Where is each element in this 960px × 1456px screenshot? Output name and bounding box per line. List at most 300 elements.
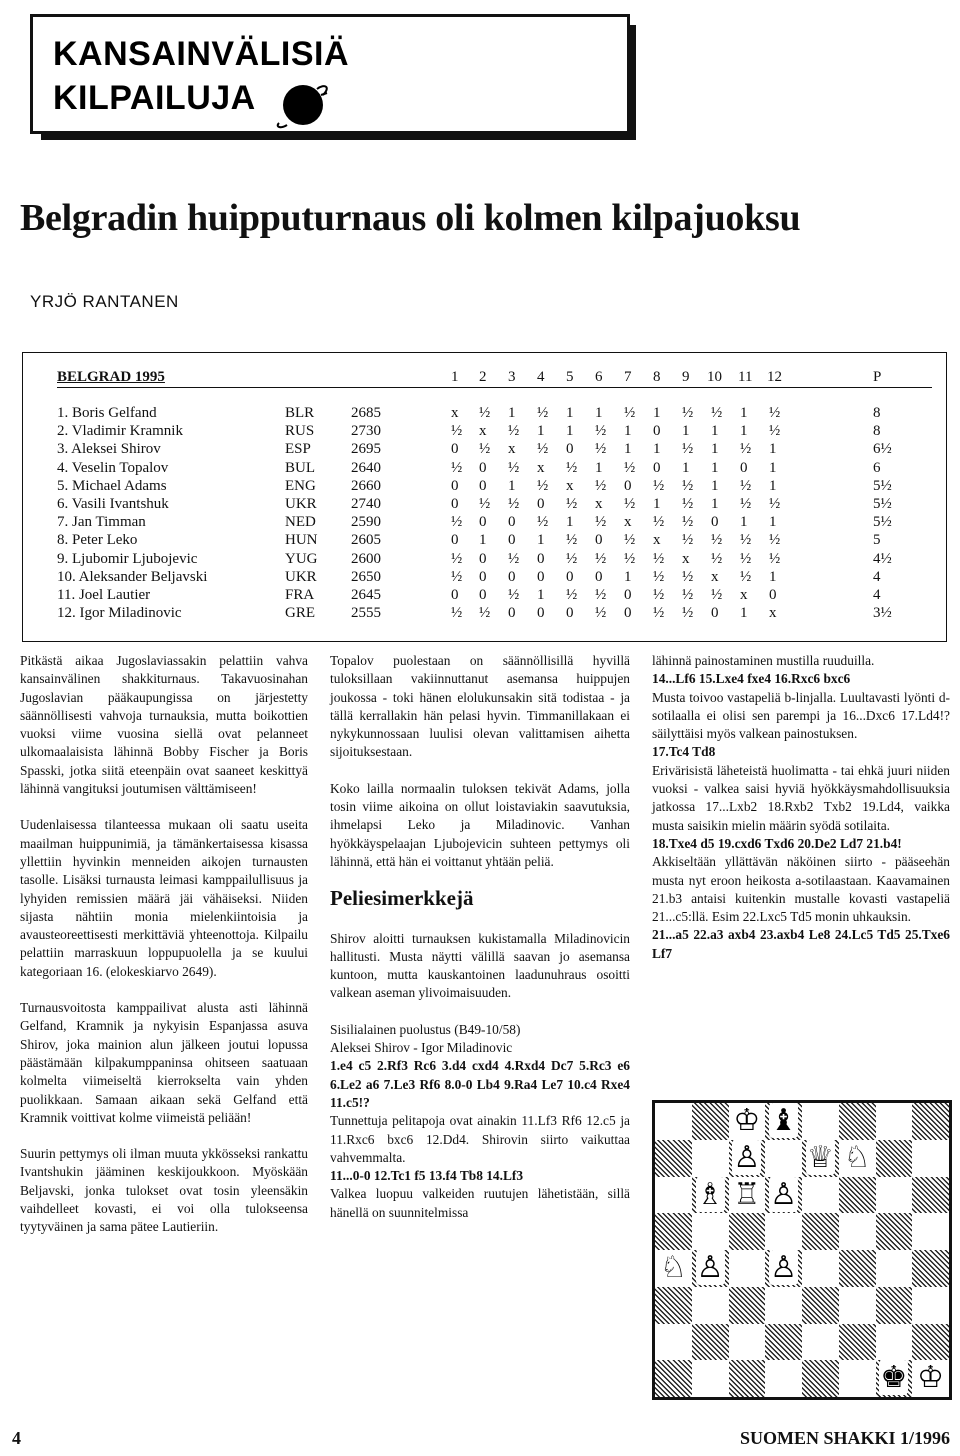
board-square: [839, 1177, 876, 1214]
paragraph: Uudenlaisessa tilanteessa mukaan oli saatu useita maailman huippunimiä, ja tämänkertaisessa kisassa yllettiin hyvinkin menneiden aikojen turnausten tasolle. Lisäksi turnausta leimasi kamppailullisuus ja lyhyiden remissien määrä jäi vähäiseksi. Niiden sijasta nähtiin monia mielenkiintoisia ja avausteoreettisesti merkittäviä yhteenottoja. Kilpailu pelattiin marraskuun loppupuolella ja se kuului kategoriaan 16. (elokeskiarvo 2649).: [20, 817, 308, 979]
annotation: Akkiseltään yllättävän näköinen siirto - pääseehän musta nyt eroon heikosta a-sotilaastaan. Kaavamainen 21.b3 antaisi kuitenkin mustalle kovasti vastapeliä 21...c5:llä. Esim 22.Lxc5 Td5 monin uhkauksin.: [652, 854, 950, 925]
crosstable-title: BELGRAD 1995: [57, 369, 165, 385]
result-cell: ½: [653, 477, 665, 494]
result-cell: 0: [566, 605, 574, 622]
paragraph: Koko lailla normaalin tuloksen tekivät Adams, jolla tosin viime aikoina on ollut loistaviakin saavutuksia, ihmelapsi Leko ja Miladinovic. Vanhan hyökkäyspelaajan Ljubojevicin suhteen pettymys oli lähinnä, että hän ei voittanut yhtään peliä.: [330, 780, 630, 869]
player-rating: 2650: [351, 568, 381, 585]
result-cell: ½: [682, 605, 694, 622]
board-square: [802, 1177, 839, 1214]
result-cell: 1: [711, 441, 719, 458]
player-points: 4½: [873, 550, 892, 567]
board-square: [912, 1177, 949, 1214]
chess-diagram: [652, 1100, 952, 1400]
result-cell: 1: [711, 459, 719, 476]
player-name: 8. Peter Leko: [57, 532, 138, 549]
chess-piece: [729, 1140, 766, 1177]
result-cell: ½: [682, 568, 694, 585]
player-points: 6½: [873, 441, 892, 458]
result-cell: ½: [537, 477, 549, 494]
result-cell: ½: [653, 568, 665, 585]
paragraph: Suurin pettymys oli ilman muuta ykkösseksi rankattu Ivantshukin jääminen keskijoukkoon. Myöskään Beljavski, jonka tulokset ovat tosin yleensäkin vaihdelleet kovasti, ei voi olla tulokseensa tyytyväinen ja sama pätee Lautieriin.: [20, 1146, 308, 1235]
player-name: 11. Joel Lautier: [57, 587, 151, 603]
col-head-5: 5: [566, 369, 574, 385]
annotation: Musta toivoo vastapeliä b-linjalla. Luultavasti lyönti d-sotilaalla ei olisi sen parempi ja 16...Dxc6 17.Ld4!? säilyttäisi myös valkean painostuksen.: [652, 689, 950, 742]
result-cell: ½: [624, 405, 636, 421]
result-cell: ½: [769, 496, 781, 512]
result-cell: ½: [451, 605, 463, 622]
board-square: [876, 1213, 913, 1250]
result-cell: ½: [711, 550, 723, 567]
result-cell: ½: [566, 459, 578, 476]
result-cell: 1: [769, 514, 777, 531]
result-cell: x: [595, 496, 603, 512]
result-cell: 1: [537, 423, 545, 440]
board-square: [802, 1103, 839, 1140]
col-head-2: 2: [479, 369, 487, 385]
result-cell: 0: [769, 587, 777, 603]
result-cell: 0: [451, 532, 459, 549]
board-square: [765, 1324, 802, 1361]
result-cell: 1: [769, 477, 777, 494]
chess-piece-glyph: ♙: [770, 1250, 798, 1285]
player-points: 5½: [873, 496, 892, 512]
chess-piece: [692, 1177, 729, 1214]
result-cell: x: [682, 550, 690, 567]
result-cell: 0: [451, 477, 459, 494]
board-square: [802, 1250, 839, 1287]
player-name: 2. Vladimir Kramnik: [57, 423, 183, 440]
table-row: [23, 460, 946, 477]
board-square: [876, 1250, 913, 1287]
result-cell: ½: [653, 550, 665, 567]
player-points: 3½: [873, 605, 892, 622]
chess-piece: [765, 1250, 802, 1287]
result-cell: 1: [740, 423, 748, 440]
player-name: 4. Veselin Topalov: [57, 459, 169, 476]
result-cell: ½: [769, 405, 781, 421]
board-square: [802, 1324, 839, 1361]
game-moves: 21...a5 22.a3 axb4 23.axb4 Le8 24.Lc5 Td5 25.Txe6 Lf7: [652, 927, 950, 961]
table-row: [23, 514, 946, 531]
result-cell: 1: [769, 441, 777, 458]
board-square: [692, 1140, 729, 1177]
board-square: [839, 1287, 876, 1324]
player-rating: 2730: [351, 423, 381, 440]
game-moves: 11...0-0 12.Tc1 f5 13.f4 Tb8 14.Lf3: [330, 1168, 524, 1184]
result-cell: ½: [769, 423, 781, 440]
result-cell: 0: [653, 459, 661, 476]
player-points: 8: [873, 423, 881, 440]
result-cell: 0: [537, 550, 545, 567]
author: YRJÖ RANTANEN: [30, 292, 179, 311]
result-cell: 1: [566, 423, 574, 440]
result-cell: 0: [624, 477, 632, 494]
chess-piece-glyph: ♙: [696, 1250, 724, 1285]
result-cell: 0: [624, 605, 632, 622]
chess-piece: [839, 1140, 876, 1177]
player-federation: FRA: [285, 587, 315, 603]
result-cell: ½: [508, 459, 520, 476]
result-cell: 0: [479, 477, 487, 494]
board-square: [839, 1324, 876, 1361]
table-row: [23, 405, 946, 422]
player-federation: YUG: [285, 550, 318, 567]
result-cell: 1: [537, 532, 545, 549]
game-players: Aleksei Shirov - Igor Miladinovic: [330, 1040, 513, 1056]
result-cell: 0: [508, 605, 516, 622]
result-cell: ½: [508, 423, 520, 440]
col-head-12: 12: [767, 369, 782, 385]
board-square: [729, 1287, 766, 1324]
player-rating: 2645: [351, 587, 381, 603]
result-cell: 1: [624, 568, 632, 585]
result-cell: ½: [769, 550, 781, 567]
board-square: [765, 1213, 802, 1250]
annotation: Tunnettuja pelitapoja ovat ainakin 11.Lf3 Rf6 12.c5 ja 11.Rxc6 bxc6 12.Dd4. Shirovin siirto vaikuttaa vahvemmalta.: [330, 1113, 630, 1165]
result-cell: 1: [711, 496, 719, 512]
result-cell: 0: [740, 459, 748, 476]
result-cell: ½: [537, 514, 549, 531]
result-cell: ½: [682, 587, 694, 603]
player-rating: 2740: [351, 496, 381, 512]
result-cell: 1: [740, 514, 748, 531]
board-square: [876, 1103, 913, 1140]
result-cell: ½: [740, 568, 752, 585]
result-cell: 1: [769, 568, 777, 585]
board-square: [729, 1213, 766, 1250]
player-rating: 2605: [351, 532, 381, 549]
result-cell: ½: [566, 587, 578, 603]
col-head-points: P: [873, 369, 882, 385]
board-square: [912, 1140, 949, 1177]
result-cell: 1: [682, 423, 690, 440]
chess-piece: [765, 1177, 802, 1214]
result-cell: ½: [740, 441, 752, 458]
result-cell: ½: [595, 477, 607, 494]
board-square: [912, 1324, 949, 1361]
player-federation: NED: [285, 514, 316, 531]
result-cell: 0: [479, 550, 487, 567]
result-cell: 0: [508, 568, 516, 585]
result-cell: 0: [537, 605, 545, 622]
annotation: lähinnä painostaminen mustilla ruuduilla.: [652, 653, 875, 668]
player-points: 5: [873, 532, 881, 549]
result-cell: 0: [566, 568, 574, 585]
table-row: [23, 532, 946, 549]
col-head-3: 3: [508, 369, 516, 385]
table-row: [23, 441, 946, 458]
text-column-1: [20, 652, 308, 1255]
result-cell: 1: [595, 405, 603, 421]
board-square: [655, 1177, 692, 1214]
player-name: 1. Boris Gelfand: [57, 405, 157, 421]
result-cell: x: [711, 568, 719, 585]
board-square: [839, 1213, 876, 1250]
result-cell: ½: [595, 423, 607, 440]
result-cell: ½: [508, 496, 520, 512]
player-points: 6: [873, 459, 881, 476]
player-rating: 2590: [351, 514, 381, 531]
game-moves: 17.Tc4 Td8: [652, 744, 716, 760]
paragraph: Pitkästä aikaa Jugoslaviassakin pelattiin vahva kansainvälinen shakkiturnaus. Takavuosinahan Jugoslavian pääkaupungissa on järjestetty säännöllisesti vahvoja turnauksia, mutta boikottien vuoksi viime vuosina siellä ovat pelanneet ulkomaalaisista lähinnä Bobby Fischer ja Boris Spasski, jotka siitä eteenpäin ovat saaneet keskittyä lähinnä vangituksi joutumisen välttämiseen!: [20, 653, 308, 797]
result-cell: 0: [479, 514, 487, 531]
result-cell: x: [653, 532, 661, 549]
player-name: 12. Igor Miladinovic: [57, 605, 182, 622]
board-square: [655, 1324, 692, 1361]
chess-piece: [802, 1140, 839, 1177]
chess-piece-glyph: ♚: [880, 1360, 908, 1396]
result-cell: ½: [479, 405, 491, 421]
result-cell: ½: [479, 605, 491, 622]
result-cell: 0: [566, 441, 574, 458]
result-cell: ½: [711, 587, 723, 603]
player-rating: 2685: [351, 405, 381, 421]
result-cell: ½: [595, 514, 607, 531]
result-cell: 1: [624, 441, 632, 458]
result-cell: 1: [769, 459, 777, 476]
board-square: [876, 1140, 913, 1177]
page-number: 4: [12, 1428, 21, 1448]
board-square: [692, 1103, 729, 1140]
col-head-1: 1: [451, 369, 459, 385]
player-rating: 2695: [351, 441, 381, 458]
board-square: [729, 1324, 766, 1361]
board-square: [729, 1250, 766, 1287]
result-cell: x: [479, 423, 487, 440]
section-title-line1: KANSAINVÄLISIÄ: [53, 35, 350, 73]
section-box: [30, 14, 630, 134]
result-cell: ½: [508, 550, 520, 567]
table-row: [23, 496, 946, 513]
chess-piece: [729, 1177, 766, 1214]
result-cell: ½: [508, 587, 520, 603]
result-cell: x: [624, 514, 632, 531]
annotation: Erivärisistä läheteistä huolimatta - tai ehkä juuri niiden vuoksi - valkea saisi hyviä hyökkäysmahdollisuuksia jatkossa 17...Lxb2 18.Rxb2 Txb2 19.Ld4, vaikka musta saisikin mielin määrin syödä sotilaita.: [652, 762, 950, 833]
col-head-7: 7: [624, 369, 632, 385]
player-points: 4: [873, 568, 881, 585]
chess-piece-glyph: ♘: [659, 1250, 687, 1285]
result-cell: ½: [537, 441, 549, 458]
result-cell: ½: [595, 587, 607, 603]
result-cell: 1: [740, 605, 748, 622]
table-row: [23, 569, 946, 586]
player-name: 3. Aleksei Shirov: [57, 441, 161, 458]
result-cell: ½: [711, 405, 723, 421]
player-rating: 2555: [351, 605, 381, 622]
game-moves: 1.e4 c5 2.Rf3 Rc6 3.d4 cxd4 4.Rxd4 Dc7 5.Rc3 e6 6.Le2 a6 7.Le3 Rf6 8.0-0 Lb4 9.Ra4 Le7 10.c4 Rxe4 11.c5!?: [330, 1058, 630, 1110]
table-row: [23, 478, 946, 495]
result-cell: 0: [653, 423, 661, 440]
player-name: 7. Jan Timman: [57, 514, 146, 531]
result-cell: 1: [508, 477, 516, 494]
table-row: [23, 423, 946, 440]
col-head-11: 11: [738, 369, 753, 385]
player-name: 9. Ljubomir Ljubojevic: [57, 550, 198, 567]
board-square: [655, 1287, 692, 1324]
player-rating: 2640: [351, 459, 381, 476]
result-cell: 1: [624, 423, 632, 440]
player-rating: 2600: [351, 550, 381, 567]
result-cell: 0: [479, 587, 487, 603]
board-square: [765, 1287, 802, 1324]
result-cell: 1: [537, 587, 545, 603]
result-cell: ½: [479, 441, 491, 458]
result-cell: x: [537, 459, 545, 476]
chess-piece-glyph: ♔: [733, 1103, 761, 1138]
result-cell: ½: [624, 532, 636, 549]
board-square: [692, 1213, 729, 1250]
result-cell: ½: [479, 496, 491, 512]
chess-piece: [765, 1103, 802, 1140]
player-federation: GRE: [285, 605, 315, 622]
result-cell: ½: [769, 532, 781, 549]
result-cell: ½: [451, 423, 463, 440]
table-row: [23, 587, 946, 604]
result-cell: ½: [682, 477, 694, 494]
result-cell: ½: [537, 405, 549, 421]
chess-piece-glyph: ♕: [806, 1139, 834, 1175]
section-title-line2: KILPAILUJA: [53, 79, 256, 117]
board-square: [912, 1213, 949, 1250]
result-cell: 1: [711, 423, 719, 440]
board-square: [729, 1360, 766, 1397]
result-cell: x: [451, 405, 459, 421]
player-points: 8: [873, 405, 881, 421]
board-square: [876, 1324, 913, 1361]
player-federation: BLR: [285, 405, 315, 421]
board-square: [655, 1213, 692, 1250]
board-square: [802, 1360, 839, 1397]
game-opening: Sisilialainen puolustus (B49-10/58): [330, 1021, 521, 1037]
result-cell: ½: [653, 605, 665, 622]
player-federation: HUN: [285, 532, 318, 549]
paragraph: Turnausvoitosta kamppailivat alusta asti lähinnä Gelfand, Kramnik ja nykyisin Espanjassa asuva Shirov, joka mainion alun jälkeen joutui lopussa päästämään kilpakumppaninsa ohitseen saatuaan kolmelta viimeiseltä kierrokselta vain yhden puolikkaan. Samaan aikaan sekä Gelfand että Kramnik voittivat kolme viimeistä peliään!: [20, 1000, 308, 1125]
board-square: [912, 1103, 949, 1140]
result-cell: ½: [595, 441, 607, 458]
board-square: [839, 1360, 876, 1397]
chess-piece: [655, 1250, 692, 1287]
player-points: 5½: [873, 514, 892, 531]
table-row: [23, 551, 946, 568]
result-cell: x: [508, 441, 516, 458]
board-square: [655, 1140, 692, 1177]
result-cell: 0: [508, 532, 516, 549]
col-head-10: 10: [707, 369, 722, 385]
col-head-9: 9: [682, 369, 690, 385]
subheading: Peliesimerkkejä: [330, 886, 474, 911]
result-cell: ½: [566, 496, 578, 512]
result-cell: ½: [451, 514, 463, 531]
crosstable: [22, 352, 947, 642]
result-cell: x: [740, 587, 748, 603]
result-cell: 0: [711, 514, 719, 531]
result-cell: 1: [653, 405, 661, 421]
chess-piece-glyph: ♖: [733, 1176, 761, 1212]
chess-piece: [729, 1103, 766, 1140]
result-cell: 0: [537, 568, 545, 585]
player-name: 6. Vasili Ivantshuk: [57, 496, 169, 512]
paragraph: Shirov aloitti turnauksen kukistamalla Miladinovicin hallitusti. Musta näytti välillä saavan jo asemansa kuntoon, mutta kauskantoinen laadunuhraus osoitti valkean aseman ylivoimaisuuden.: [330, 930, 630, 1001]
table-row: [23, 605, 946, 622]
board-square: [692, 1287, 729, 1324]
result-cell: ½: [740, 550, 752, 567]
result-cell: ½: [595, 550, 607, 567]
result-cell: 1: [508, 405, 516, 421]
player-federation: UKR: [285, 496, 317, 512]
result-cell: ½: [682, 405, 694, 421]
game-moves: 18.Txe4 d5 19.cxd6 Txd6 20.De2 Ld7 21.b4!: [652, 835, 902, 851]
headline: Belgradin huipputurnaus oli kolmen kilpajuoksu: [20, 197, 801, 239]
result-cell: 1: [711, 477, 719, 494]
magazine-name: SUOMEN SHAKKI 1/1996: [739, 1428, 950, 1448]
chess-piece: [692, 1250, 729, 1287]
player-federation: BUL: [285, 459, 315, 476]
board-square: [802, 1287, 839, 1324]
result-cell: ½: [711, 532, 723, 549]
board-square: [692, 1324, 729, 1361]
player-federation: ENG: [285, 477, 316, 494]
result-cell: 0: [479, 568, 487, 585]
header-rule: [57, 387, 932, 388]
result-cell: x: [769, 605, 777, 622]
chess-piece-glyph: ♘: [843, 1139, 871, 1175]
result-cell: 0: [508, 514, 516, 531]
chess-piece-glyph: ♗: [696, 1176, 724, 1212]
result-cell: ½: [451, 459, 463, 476]
result-cell: 0: [624, 587, 632, 603]
result-cell: 1: [566, 405, 574, 421]
crosstable-header: [23, 369, 946, 386]
board-square: [912, 1287, 949, 1324]
board-square: [655, 1360, 692, 1397]
result-cell: ½: [740, 532, 752, 549]
result-cell: 0: [451, 587, 459, 603]
board-square: [876, 1287, 913, 1324]
col-head-4: 4: [537, 369, 545, 385]
result-cell: 0: [595, 532, 603, 549]
result-cell: 1: [682, 459, 690, 476]
result-cell: ½: [682, 514, 694, 531]
col-head-8: 8: [653, 369, 661, 385]
player-name: 10. Aleksander Beljavski: [57, 568, 208, 585]
result-cell: 1: [653, 496, 661, 512]
col-head-6: 6: [595, 369, 603, 385]
result-cell: ½: [682, 532, 694, 549]
chess-piece-glyph: ♔: [917, 1360, 945, 1396]
result-cell: 1: [566, 514, 574, 531]
board-square: [839, 1103, 876, 1140]
board-square: [692, 1360, 729, 1397]
text-column-2: [330, 652, 630, 1222]
result-cell: 0: [451, 441, 459, 458]
board-square: [765, 1360, 802, 1397]
result-cell: 1: [479, 532, 487, 549]
board-square: [765, 1140, 802, 1177]
player-points: 4: [873, 587, 881, 603]
game-moves: 14...Lf6 15.Lxe4 fxe4 16.Rxc6 bxc6: [652, 671, 851, 687]
result-cell: 0: [479, 459, 487, 476]
result-cell: 1: [740, 405, 748, 421]
player-federation: ESP: [285, 441, 311, 458]
result-cell: ½: [451, 568, 463, 585]
result-cell: x: [566, 477, 574, 494]
result-cell: ½: [653, 587, 665, 603]
board-square: [912, 1250, 949, 1287]
result-cell: ½: [653, 514, 665, 531]
result-cell: ½: [566, 532, 578, 549]
result-cell: ½: [451, 550, 463, 567]
ball-icon: [271, 79, 331, 131]
